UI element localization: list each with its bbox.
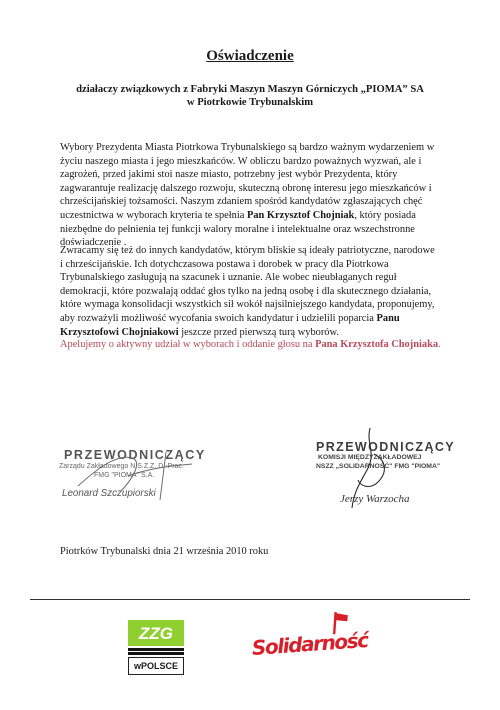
appeal-text-end: . [438, 339, 441, 350]
right-handwritten-signature [330, 424, 410, 520]
right-stamp-name: Jerzy Warzocha [340, 493, 410, 505]
left-stamp-line-2: FMG "PIOMA" S.A. [94, 472, 155, 479]
paragraph-2-text-end: jeszcze przed pierwszą turą wyborów. [178, 326, 339, 338]
appeal-text: Apelujemy o aktywny udział w wyborach i oddanie głosu na [60, 339, 316, 350]
solidarnosc-logo-text: Solidarność [251, 627, 369, 660]
zzg-logo-stripe [128, 652, 184, 655]
appeal-candidate-name: Pana Krzysztofa Chojniaka [315, 339, 439, 350]
paragraph-2-text: Zwracamy się też do innych kandydatów, którym bliskie są ideały patriotyczne, narodowe i chrześcijańskie. Ich dotychczasowa postawa i dorobek w pracy dla Piotrkowa Trybunalskiego zasługują na szacunek i uznanie. Ale wobec nieubłaganych reguł demokracji, które pozwalają oddać głos tylko na jedną osobę i dla skutecznego działania, które wymaga konsolidacji wszystkich sił wokół najsilniejszego kandydata, proponujemy, aby rozważyli możliwość wycofania swoich kandydatur i udzielili poparcia [60, 245, 435, 324]
paragraph-2-candidate-name: Panu Krzysztofowi Chojniakowi [60, 312, 400, 338]
paragraph-1 [60, 141, 438, 250]
subtitle-line-1: działaczy związkowych z Fabryki Maszyn Maszyn Górniczych „PIOMA” SA [76, 84, 424, 95]
paragraph-1-text-end: , który posiada niezbędne do pełnienia tej funkcji walory moralne i intelektualne oraz wszechstronne doświadczenie . [60, 209, 416, 249]
solidarnosc-logo [250, 616, 369, 674]
left-stamp-heading: PRZEWODNICZĄCY [64, 448, 206, 462]
paragraph-2 [60, 244, 438, 339]
document-subtitle [60, 83, 440, 109]
right-stamp-line-2: NSZZ „SOLIDARNOŚĆ" FMG "PIOMA" [316, 462, 441, 470]
zzg-logo-text: ZZG [128, 620, 184, 646]
place-and-date: Piotrków Trybunalski dnia 21 września 2010 roku [60, 546, 269, 557]
footer-divider [30, 599, 470, 600]
right-stamp-heading: PRZEWODNICZĄCY [316, 440, 456, 454]
zzg-logo [128, 620, 184, 678]
paragraph-1-candidate-name: Pan Krzysztof Chojniak [246, 209, 355, 221]
zzg-logo-subtext: wPOLSCE [128, 657, 184, 675]
document-title: Oświadczenie [206, 48, 294, 64]
appeal-line [60, 338, 460, 352]
left-handwritten-signature [70, 446, 210, 502]
left-stamp-name: Leonard Szczupiorski [62, 488, 156, 499]
paragraph-1-text: Wybory Prezydenta Miasta Piotrkowa Trybunalskiego są bardzo ważnym wydarzeniem w życiu naszego miasta i jego mieszkańców. W obliczu bardzo poważnych wyzwań, ale i zagrożeń, przed jakimi stoi nasze miasto, potrzebny jest wybór Prezydenta, który zagwarantuje realizację dalszego rozwoju, skuteczną obronę interesu jego mieszkańców i chrześcijańskiej tożsamości. Naszym zdaniem spośród kandydatów zgłaszających chęć uczestnictwa w wyborach kryteria te spełnia [60, 142, 435, 221]
right-stamp-line-1: KOMISJI MIĘDZYZAKŁADOWEJ [318, 454, 422, 461]
zzg-logo-stripe [128, 648, 184, 651]
left-stamp-line-1: Zarządu Zakładowego N.S.Z.Z. D.-Prac. [59, 463, 184, 470]
subtitle-line-2: w Piotrkowie Trybunalskim [186, 97, 314, 108]
